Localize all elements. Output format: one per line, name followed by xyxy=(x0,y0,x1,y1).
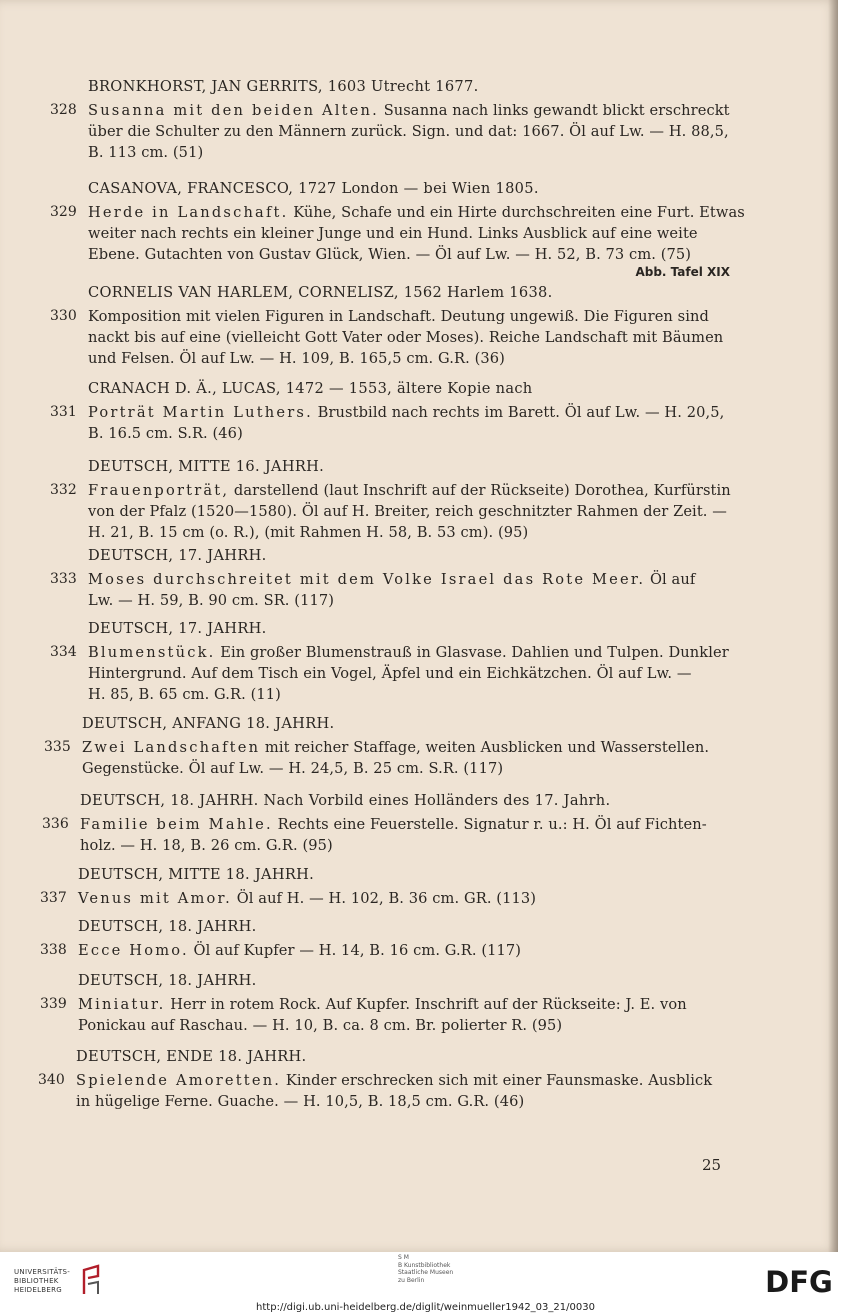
description-line xyxy=(88,102,730,119)
lot-number: 331 xyxy=(50,404,77,420)
description-line xyxy=(88,665,692,682)
artwork-title: Moses durchschreitet mit dem Volke Israel das Rote Meer. xyxy=(88,571,646,588)
description-text: Öl auf xyxy=(645,571,696,588)
artist-heading: DEUTSCH, 17. JAHRH. xyxy=(88,620,267,637)
artist-heading: DEUTSCH, ENDE 18. JAHRH. xyxy=(76,1048,307,1065)
description-text: Kühe, Schafe und ein Hirte durchschreiten eine Furt. Etwas xyxy=(288,204,745,221)
artwork-title: Venus mit Amor. xyxy=(78,890,232,907)
artwork-title: Ecce Homo. xyxy=(78,942,189,959)
description-line xyxy=(88,204,745,221)
description-text: Komposition mit vielen Figuren in Landschaft. Deutung ungewiß. Die Figuren sind xyxy=(88,308,709,325)
artwork-title: Porträt Martin Luthers. xyxy=(88,404,313,421)
description-text: Rechts eine Feuerstelle. Signatur r. u.: H. Öl auf Fichten- xyxy=(272,816,707,833)
artwork-title: Susanna mit den beiden Alten. xyxy=(88,102,379,119)
description-text: Öl auf H. — H. 102, B. 36 cm. GR. (113) xyxy=(231,890,537,907)
description-line xyxy=(88,686,281,703)
lot-number: 330 xyxy=(50,308,77,324)
description-line xyxy=(88,524,528,541)
description-text: Hintergrund. Auf dem Tisch ein Vogel, Äpfel und ein Eichkätzchen. Öl auf Lw. — xyxy=(88,665,692,682)
description-line xyxy=(88,123,729,140)
lot-number: 335 xyxy=(44,739,71,755)
description-text: Öl auf Kupfer — H. 14, B. 16 cm. G.R. (117) xyxy=(188,942,522,959)
description-text: über die Schulter zu den Männern zurück. Sign. und dat: 1667. Öl auf Lw. — H. 88,5, xyxy=(88,123,729,140)
description-text: H. 85, B. 65 cm. G.R. (11) xyxy=(88,686,281,703)
lot-number: 339 xyxy=(40,996,67,1012)
description-text: Herr in rotem Rock. Auf Kupfer. Inschrift auf der Rückseite: J. E. von xyxy=(165,996,687,1013)
library-stamp xyxy=(398,1254,453,1284)
artwork-title: Herde in Landschaft. xyxy=(88,204,289,221)
artist-heading: CASANOVA, FRANCESCO, 1727 London — bei Wien 1805. xyxy=(88,180,539,197)
description-text: von der Pfalz (1520—1580). Öl auf H. Breiter, reich geschnitzter Rahmen der Zeit. — xyxy=(88,503,727,520)
university-line: HEIDELBERG xyxy=(14,1286,62,1294)
description-line xyxy=(82,739,709,756)
description-line xyxy=(88,329,723,346)
artwork-title: Zwei Landschaften xyxy=(82,739,261,756)
description-line xyxy=(78,996,687,1013)
lot-number: 338 xyxy=(40,942,67,958)
dfg-logo-text: DFG xyxy=(765,1266,833,1296)
artwork-title: Spielende Amoretten. xyxy=(76,1072,282,1089)
lot-number: 340 xyxy=(38,1072,65,1088)
description-text: in hügelige Ferne. Guache. — H. 10,5, B. 18,5 cm. G.R. (46) xyxy=(76,1093,525,1110)
lot-number: 336 xyxy=(42,816,69,832)
artwork-title: Miniatur. xyxy=(78,996,166,1013)
description-text: nackt bis auf eine (vielleicht Gott Vater oder Moses). Reiche Landschaft mit Bäumen xyxy=(88,329,724,346)
description-line xyxy=(76,1093,524,1110)
description-line xyxy=(80,816,707,833)
source-url[interactable]: http://digi.ub.uni-heidelberg.de/diglit/weinmueller1942_03_21/0030 xyxy=(256,1302,595,1313)
description-text: darstellend (laut Inschrift auf der Rückseite) Dorothea, Kurfürstin xyxy=(229,482,731,499)
description-text: B. 113 cm. (51) xyxy=(88,144,204,161)
description-text: Susanna nach links gewandt blickt erschreckt xyxy=(378,102,730,119)
description-line xyxy=(78,1017,562,1034)
description-line xyxy=(82,760,503,777)
description-text: Kinder erschrecken sich mit einer Faunsmaske. Ausblick xyxy=(281,1072,713,1089)
plate-reference: Abb. Tafel XIX xyxy=(635,265,730,279)
description-line xyxy=(88,592,334,609)
description-line xyxy=(88,644,729,661)
university-logo-icon xyxy=(80,1264,102,1298)
lot-number: 328 xyxy=(50,102,77,118)
page-number: 25 xyxy=(702,1156,722,1174)
description-text: Lw. — H. 59, B. 90 cm. SR. (117) xyxy=(88,592,335,609)
lot-number: 329 xyxy=(50,204,77,220)
stamp-line: S M xyxy=(398,1254,409,1261)
description-text: Ponickau auf Raschau. — H. 10, B. ca. 8 cm. Br. polierter R. (95) xyxy=(78,1017,563,1034)
lot-number: 333 xyxy=(50,571,77,587)
description-line xyxy=(88,503,727,520)
description-text: Brustbild nach rechts im Barett. Öl auf Lw. — H. 20,5, xyxy=(312,404,725,421)
artist-heading: CRANACH D. Ä., LUCAS, 1472 — 1553, ältere Kopie nach xyxy=(88,380,533,397)
lot-number: 332 xyxy=(50,482,77,498)
description-text: Ebene. Gutachten von Gustav Glück, Wien. — Öl auf Lw. — H. 52, B. 73 cm. (75) xyxy=(88,246,692,263)
description-line xyxy=(88,425,243,442)
stamp-line: Staatliche Museen xyxy=(398,1269,454,1276)
description-text: holz. — H. 18, B. 26 cm. G.R. (95) xyxy=(80,837,333,854)
description-line xyxy=(76,1072,712,1089)
artist-heading: DEUTSCH, MITTE 18. JAHRH. xyxy=(78,866,315,883)
artist-heading: DEUTSCH, 17. JAHRH. xyxy=(88,547,267,564)
stamp-line: B Kunstbibliothek xyxy=(398,1261,451,1269)
description-text: weiter nach rechts ein kleiner Junge und ein Hund. Links Ausblick auf eine weite xyxy=(88,225,698,242)
description-line xyxy=(88,404,724,421)
description-text: H. 21, B. 15 cm (o. R.), (mit Rahmen H. 58, B. 53 cm). (95) xyxy=(88,524,529,541)
description-text: Gegenstücke. Öl auf Lw. — H. 24,5, B. 25 cm. S.R. (117) xyxy=(82,760,504,777)
artwork-title: Blumenstück. xyxy=(88,644,216,661)
artist-heading: BRONKHORST, JAN GERRITS, 1603 Utrecht 1677. xyxy=(88,78,479,95)
artwork-title: Frauenporträt, xyxy=(88,482,230,499)
university-line: BIBLIOTHEK xyxy=(14,1277,59,1285)
description-text: Ein großer Blumenstrauß in Glasvase. Dahlien und Tulpen. Dunkler xyxy=(215,644,729,661)
description-line xyxy=(88,246,691,263)
lot-number: 334 xyxy=(50,644,77,660)
description-line xyxy=(88,350,505,367)
artist-heading: DEUTSCH, ANFANG 18. JAHRH. xyxy=(82,715,335,732)
stamp-line: zu Berlin xyxy=(398,1276,425,1284)
artist-heading: DEUTSCH, 18. JAHRH. xyxy=(78,918,257,935)
description-line xyxy=(78,890,536,907)
university-line: UNIVERSITÄTS- xyxy=(14,1268,71,1276)
dfg-logo[interactable] xyxy=(758,1266,840,1296)
artist-heading: CORNELIS VAN HARLEM, CORNELISZ, 1562 Harlem 1638. xyxy=(88,284,553,301)
description-text: und Felsen. Öl auf Lw. — H. 109, B. 165,5 cm. G.R. (36) xyxy=(88,350,505,367)
artist-heading: DEUTSCH, MITTE 16. JAHRH. xyxy=(88,458,325,475)
description-text: B. 16.5 cm. S.R. (46) xyxy=(88,425,243,442)
description-line xyxy=(78,942,521,959)
artist-heading: DEUTSCH, 18. JAHRH. xyxy=(78,972,257,989)
description-text: mit reicher Staffage, weiten Ausblicken und Wasserstellen. xyxy=(260,739,710,756)
description-line xyxy=(88,308,709,325)
artist-heading: DEUTSCH, 18. JAHRH. Nach Vorbild eines Holländers des 17. Jahrh. xyxy=(80,792,611,809)
description-line xyxy=(88,571,695,588)
description-line xyxy=(88,225,698,242)
university-library-label[interactable] xyxy=(14,1268,70,1295)
lot-number: 337 xyxy=(40,890,67,906)
description-line xyxy=(88,144,203,161)
description-line xyxy=(80,837,333,854)
artwork-title: Familie beim Mahle. xyxy=(80,816,273,833)
description-line xyxy=(88,482,731,499)
